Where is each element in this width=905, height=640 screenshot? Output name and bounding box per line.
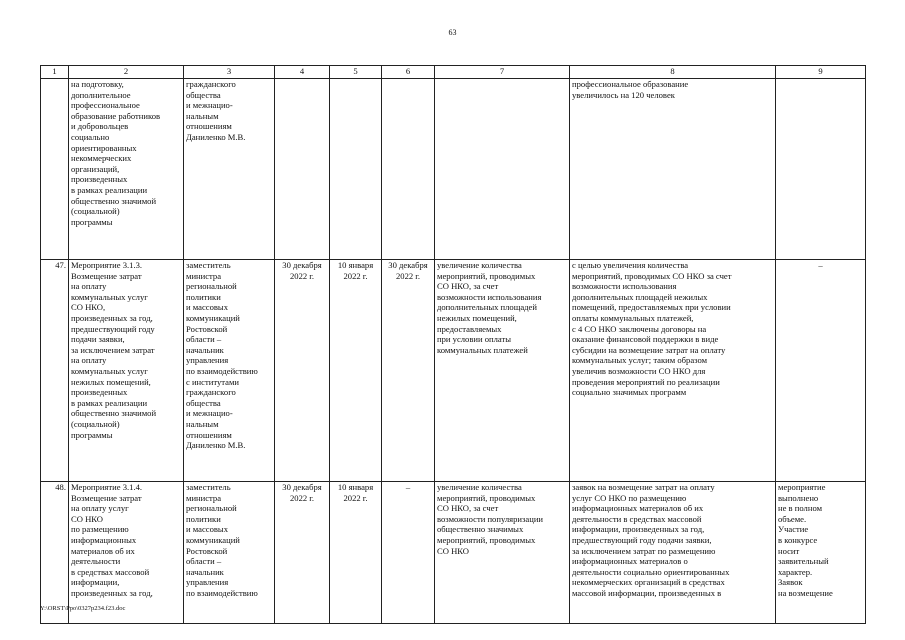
control-date: 10 января 2022 г. (337, 482, 374, 503)
column-number-row (41, 66, 866, 79)
row-number: 47. (41, 260, 69, 482)
executor-cell (184, 482, 275, 624)
actual-result-cell (570, 482, 776, 624)
plan-date (275, 79, 330, 260)
fact-date (382, 79, 435, 260)
reasons: – (776, 260, 866, 482)
event-name: Мероприятие 3.1.3. Возмещение затрат на оплату коммунальных услуг СО НКО, произведенных за год, предшествующий году подачи заявки, за исключением затрат на оплату коммунальных услуг нежилых помещений, произведенных в рамках реализации общественно значимой (социальной) программы (69, 260, 184, 482)
actual-result: с целью увеличения количества мероприятий, проводимых СО НКО за счет возможности использования дополнительных площадей нежилых помещений, предоставляемых при условии оплаты коммунальных платежей, с 4 СО НКО заключены договоры на оказание финансовой поддержки в виде субсидии на возмещение затрат на оплату коммунальных услуг; таким образом увеличив возможности СО НКО для проведения мероприятий по реализации социально значимых программ (570, 260, 776, 482)
control-date-cell (330, 482, 382, 624)
event-cell (69, 482, 184, 624)
executor: гражданского общества и межнацио- нальным отношениям Даниленко М.В. (184, 79, 275, 260)
reasons-cell (776, 482, 866, 624)
plan-date-cell (275, 482, 330, 624)
executor: заместитель министра региональной политики и массовых коммуникаций Ростовской области – начальник управления по взаимодействию с институтами гражданского общества и межнацио- нальным отношениям Даниленко М.В. (184, 260, 275, 482)
table-row (41, 79, 866, 260)
table-row (41, 260, 866, 482)
actual-result: профессиональное образование увеличилось на 120 человек (570, 79, 776, 260)
report-table (40, 65, 866, 624)
fact-date: 30 декабря 2022 г. (382, 260, 435, 482)
column-number: 6 (382, 66, 435, 79)
column-number: 5 (330, 66, 382, 79)
column-number: 4 (275, 66, 330, 79)
fact-date: – (405, 482, 411, 492)
file-path-footer: Y:\ORST\Ppo\0327p234.f23.doc (40, 605, 126, 612)
column-number: 8 (570, 66, 776, 79)
event-name: на подготовку, дополнительное профессиональное образование работников и добровольцев социально ориентированных некоммерческих организаций, произведенных в рамках реализации общественно значимой (социальной) программы (69, 79, 184, 260)
table-row (41, 482, 866, 624)
column-number: 2 (69, 66, 184, 79)
expected-result: увеличение количества мероприятий, проводимых СО НКО, за счет возможности популяризации общественно значимых мероприятий, проводимых СО НКО (437, 482, 544, 556)
plan-date: 30 декабря 2022 г. (275, 260, 330, 482)
row-number (41, 79, 69, 260)
column-number: 9 (776, 66, 866, 79)
reasons: мероприятие выполнено не в полном объеме. Участие в конкурсе носит заявительный характер. Заявок на возмещение (778, 482, 833, 598)
fact-date-cell (382, 482, 435, 624)
executor: заместитель министра региональной политики и массовых коммуникаций Ростовской области – начальник управления по взаимодействию (186, 482, 258, 598)
plan-date: 30 декабря 2022 г. (282, 482, 322, 503)
actual-result: заявок на возмещение затрат на оплату услуг СО НКО по размещению информационных материалов об их деятельности в средствах массовой информации, произведенных за год, предшествующий году подачи заявки, за исключением затрат по размещению информационных материалов о деятельности социально ориентированных некоммерческих организаций в средствах массовой информации, произведенных в (572, 482, 730, 598)
event-name: Мероприятие 3.1.4. Возмещение затрат на оплату услуг СО НКО по размещению информационных материалов об их деятельности в средствах массовой информации, произведенных за год, (71, 482, 153, 598)
row-number (41, 482, 69, 624)
control-date: 10 января 2022 г. (330, 260, 382, 482)
expected-result: увеличение количества мероприятий, проводимых СО НКО, за счет возможности использования дополнительных площадей нежилых помещений, предоставляемых при условии оплаты коммунальных платежей (435, 260, 570, 482)
column-number: 7 (435, 66, 570, 79)
control-date (330, 79, 382, 260)
column-number: 3 (184, 66, 275, 79)
expected-result (435, 79, 570, 260)
column-number: 1 (41, 66, 69, 79)
reasons (776, 79, 866, 260)
page-number: 63 (448, 28, 457, 37)
expected-result-cell (435, 482, 570, 624)
row-number-text: 48. (55, 482, 66, 492)
